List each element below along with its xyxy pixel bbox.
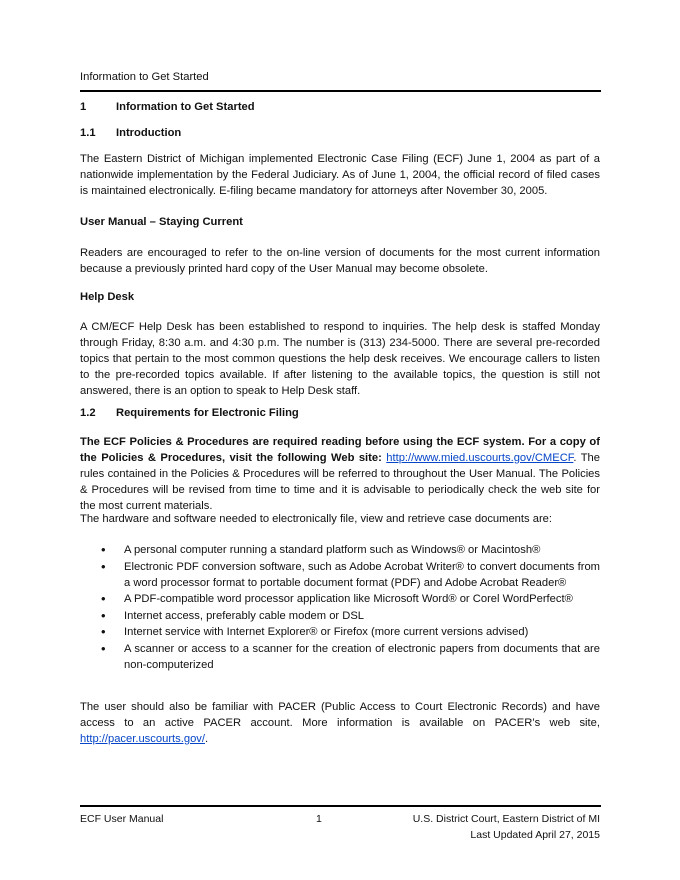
- cmecf-link[interactable]: http://www.mied.uscourts.gov/CMECF: [386, 452, 574, 464]
- list-item: • Electronic PDF conversion software, such as Adobe Acrobat Writer® to convert documents from a word processor format to portable document format (PDF) and Adobe Acrobat Reader®: [97, 559, 600, 591]
- section-1-2-heading: [80, 405, 600, 421]
- hardware-intro: The hardware and software needed to electronically file, view and retrieve case documents are:: [80, 513, 552, 525]
- running-header: Information to Get Started: [80, 71, 209, 83]
- footer-left: ECF User Manual: [80, 813, 164, 825]
- help-desk-heading: Help Desk: [80, 291, 135, 303]
- list-item: • A PDF-compatible word processor application like Microsoft Word® or Corel WordPerfect®: [97, 591, 600, 607]
- pacer-link[interactable]: http://pacer.uscourts.gov/: [80, 733, 205, 745]
- section-1-heading: [80, 99, 600, 115]
- section-title: Requirements for Electronic Filing: [116, 407, 299, 419]
- section-number: 1.1: [80, 127, 96, 139]
- user-manual-heading: User Manual – Staying Current: [80, 216, 243, 228]
- header-rule: [80, 90, 601, 92]
- section-title: Information to Get Started: [116, 101, 255, 113]
- user-manual-paragraph: Readers are encouraged to refer to the on-line version of documents for the most current information because a previously printed hard copy of the User Manual may become obsolete.: [80, 247, 600, 275]
- list-item: • Internet service with Internet Explorer® or Firefox (more current versions advised): [97, 624, 600, 640]
- footer-rule: [80, 805, 601, 807]
- pacer-paragraph: [80, 699, 600, 747]
- pacer-text: The user should also be familiar with PACER (Public Access to Court Electronic Records) and have access to an active PACER account. More information is available on PACER’s web site,: [80, 701, 600, 729]
- list-item: • Internet access, preferably cable modem or DSL: [97, 608, 600, 624]
- last-updated: Last Updated April 27, 2015: [470, 829, 600, 841]
- requirements-list: [97, 542, 600, 673]
- introduction-paragraph: The Eastern District of Michigan implemented Electronic Case Filing (ECF) June 1, 2004 as part of a nationwide implementation by the Federal Judiciary. As of June 1, 2004, the official record of filed cases is maintained electronically. E-filing became mandatory for attorneys after November 30, 2005.: [80, 153, 600, 197]
- help-desk-paragraph: A CM/ECF Help Desk has been established to respond to inquiries. The help desk is staffed Monday through Friday, 8:30 a.m. and 4:30 p.m. The number is (313) 234-5000. There are several pre-recorded topics that pertain to the most common questions the help desk receives. We encourage callers to listen to the pre-recorded topics available. If after listening to the available topics, the question is still not answered, there is an option to speak to Help Desk staff.: [80, 321, 600, 397]
- footer-right: [413, 811, 600, 843]
- section-1-1-heading: [80, 125, 600, 141]
- section-number: 1.2: [80, 407, 96, 419]
- policies-bold-text: The ECF Policies & Procedures are required reading before using the ECF system. For a copy of the Policies & Procedures, visit the following Web site:: [80, 436, 600, 464]
- list-item: • A personal computer running a standard platform such as Windows® or Macintosh®: [97, 542, 600, 558]
- section-title: Introduction: [116, 127, 182, 139]
- page-number: 1: [316, 813, 322, 825]
- list-item: • A scanner or access to a scanner for the creation of electronic papers from documents that are non-computerized: [97, 641, 600, 673]
- policies-rest-text: . The rules contained in the Policies & Procedures will be referred to throughout the User Manual. The Policies & Procedures will be revised from time to time and it is advisable to periodically check the web site for the most current materials.: [80, 452, 600, 512]
- policies-paragraph: [80, 434, 600, 514]
- section-number: 1: [80, 101, 87, 113]
- pacer-end: .: [205, 733, 209, 745]
- court-name: U.S. District Court, Eastern District of MI: [412, 813, 600, 825]
